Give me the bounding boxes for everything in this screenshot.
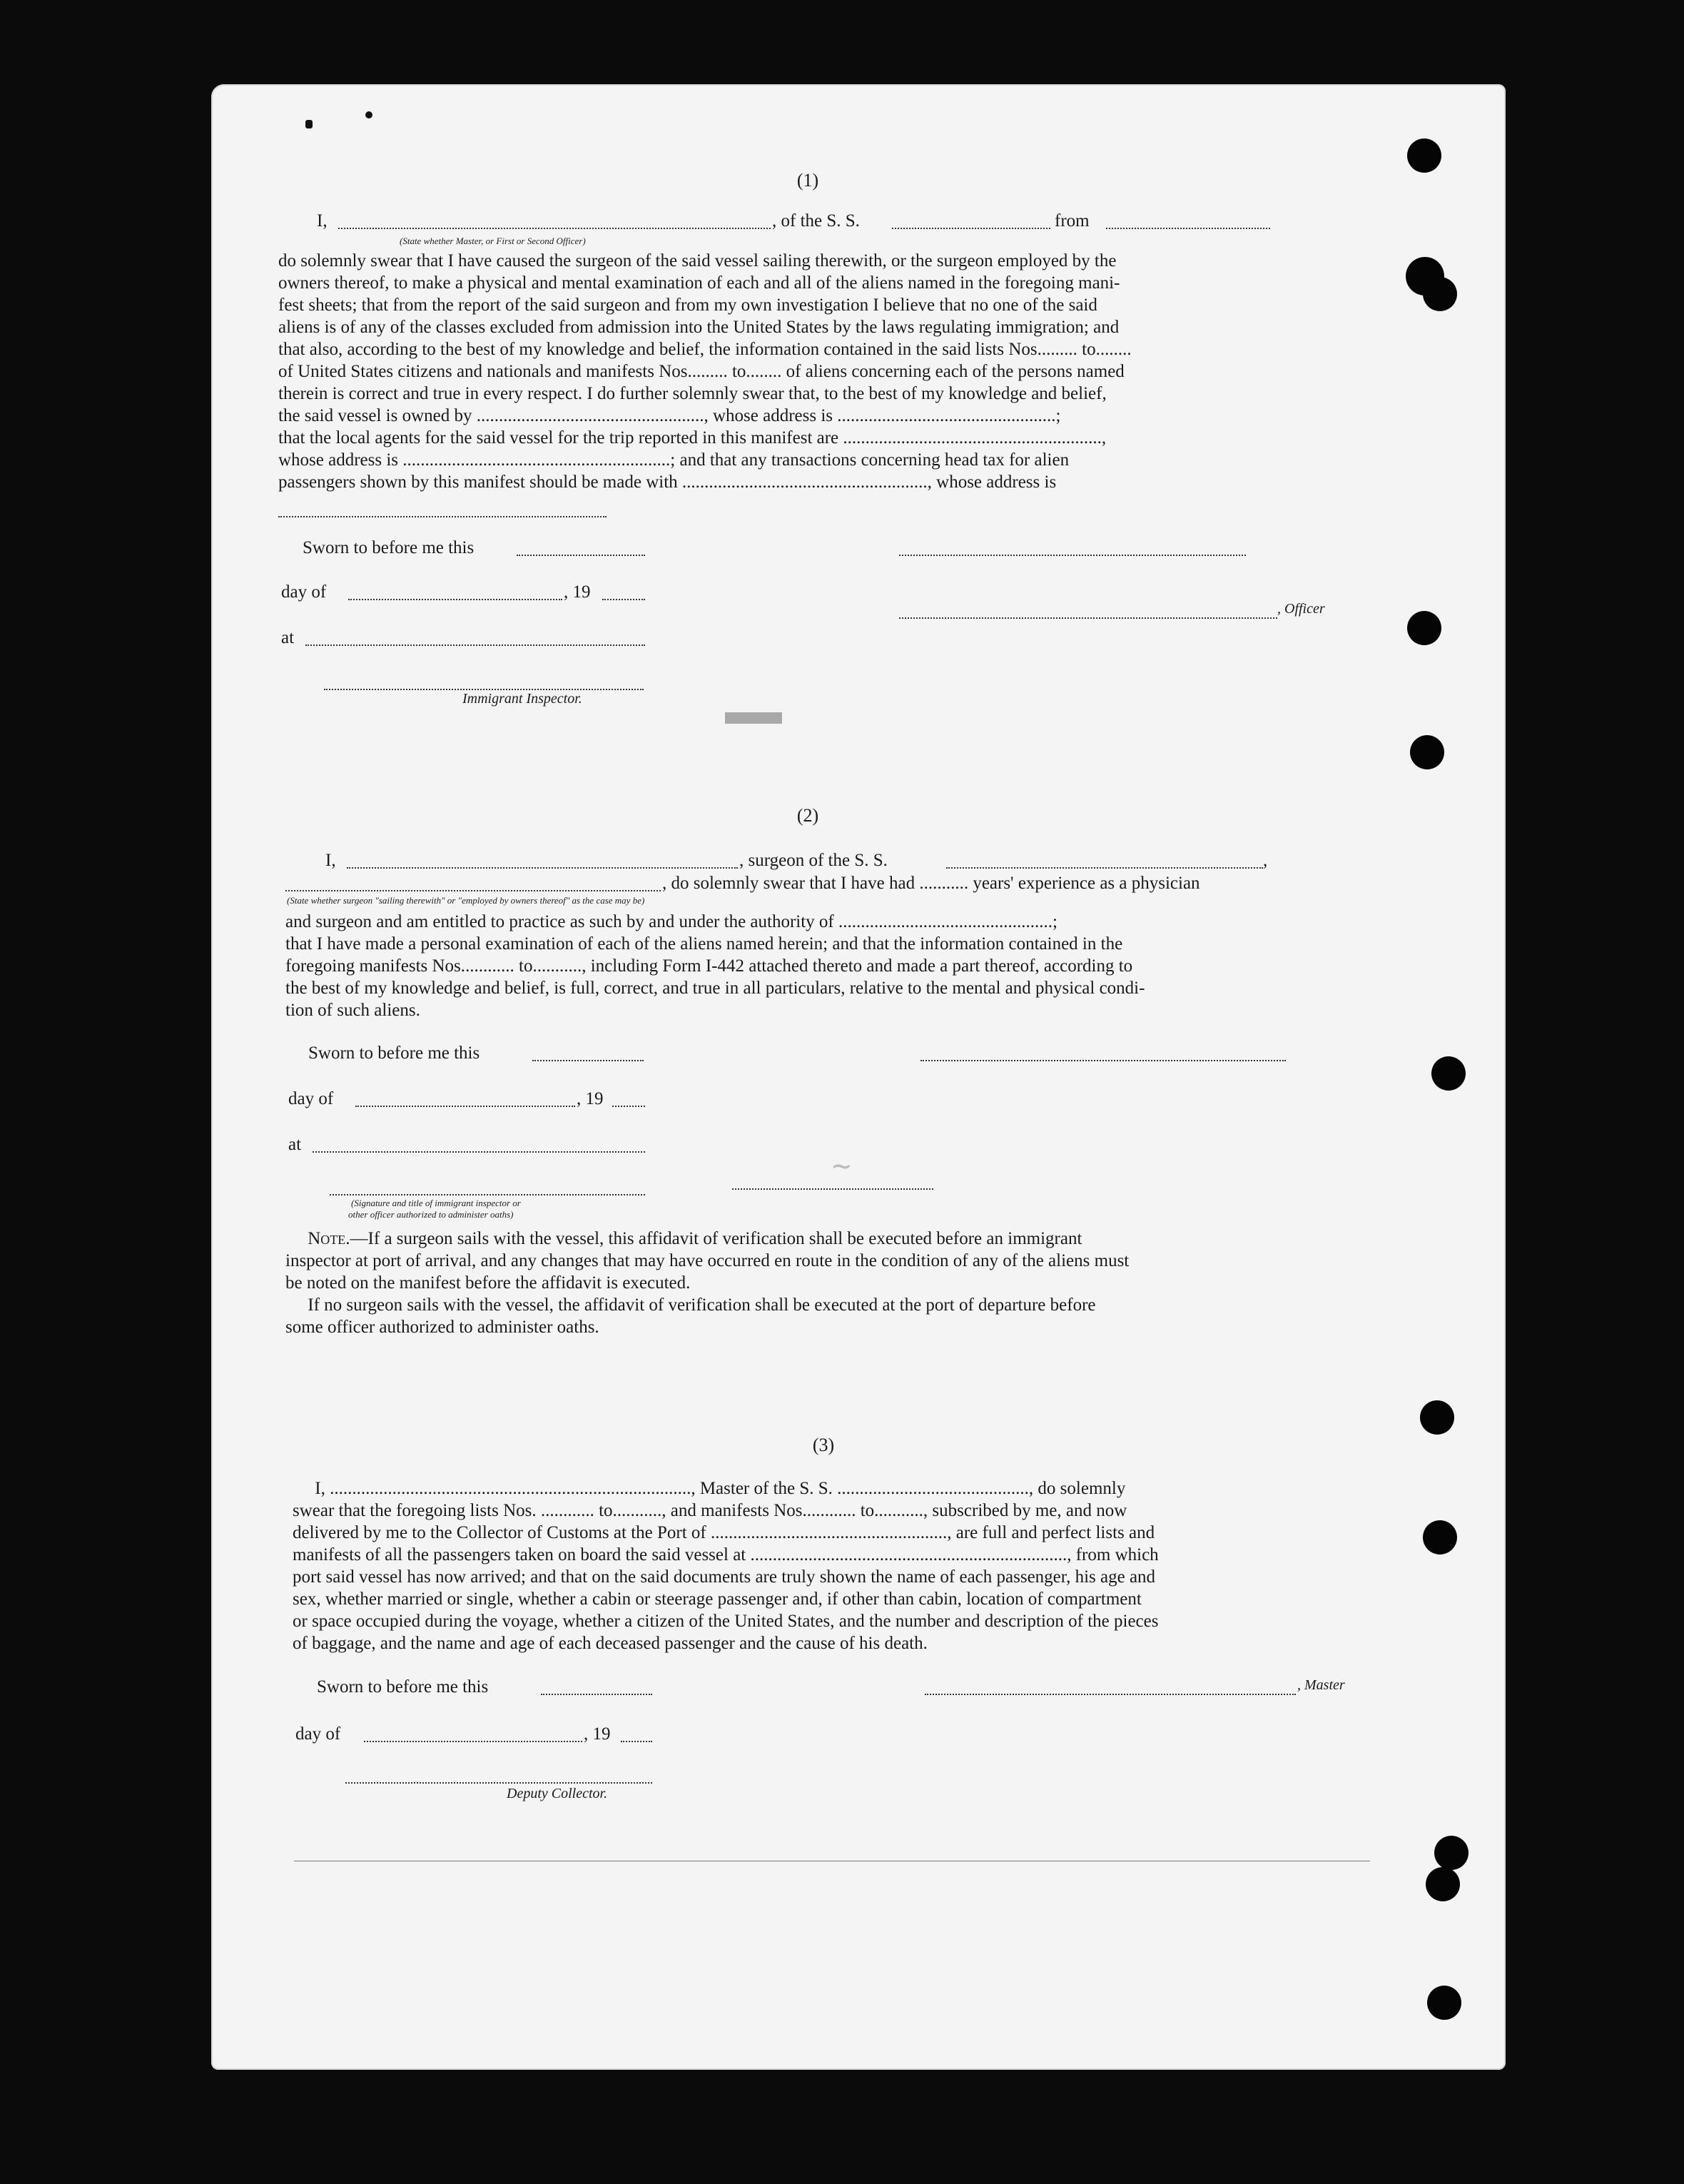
s2-oath-paragraph (285, 911, 1272, 1021)
note-line: some officer authorized to administer oaths. (285, 1318, 599, 1337)
s1-year-label: , 19 (564, 582, 591, 602)
s2-comma: , (1263, 851, 1268, 870)
s1-ship-blank (892, 227, 1050, 229)
binder-hole (1423, 277, 1457, 311)
binder-hole (1427, 1986, 1461, 2020)
note-paragraph (285, 1228, 1274, 1338)
binder-hole (1423, 1520, 1457, 1554)
note-line: be noted on the manifest before the affidavit is executed. (285, 1273, 691, 1293)
binder-hole (1410, 735, 1444, 769)
s3-collector-sign-line (345, 1781, 652, 1784)
s2-name-blank (347, 866, 738, 869)
note-text: —If a surgeon sails with the vessel, this affidavit of verification shall be executed before an immigrant (350, 1229, 1082, 1248)
s2-status-blank (285, 889, 661, 891)
section-2-number: (2) (796, 805, 819, 826)
s1-at-label: at (281, 628, 295, 647)
s1-line: the said vessel is owned by ..................................................., whose address is .................................................; (278, 406, 1061, 425)
s1-line: owners thereof, to make a physical and mental examination of each and all of the aliens named in the foregoing mani- (278, 273, 1120, 293)
s1-line: therein is correct and true in every respect. I do further solemnly swear that, to the best of my knowledge and belief, (278, 384, 1107, 403)
footer-rule (294, 1860, 1370, 1861)
s1-rank-blank (338, 227, 771, 229)
s2-officer-sign-line (330, 1193, 645, 1195)
s1-sworn-blank (517, 554, 645, 556)
s1-officer-sign-line (899, 617, 1277, 619)
s2-sig-note-2: other officer authorized to administer oaths) (348, 1209, 514, 1220)
document-page (211, 84, 1506, 2070)
s1-day-blank (348, 598, 562, 600)
note-line: inspector at port of arrival, and any changes that may have occurred en route in the condition of any of the aliens must (285, 1251, 1130, 1270)
s1-from-label: from (1055, 211, 1090, 231)
ink-speck (365, 111, 372, 118)
s2-day-blank (355, 1105, 575, 1107)
bleed-through-stamp: ~ (832, 1148, 851, 1184)
s1-officer-top-blank (899, 554, 1246, 556)
s1-line: passengers shown by this manifest should be made with ......................................................., whose address is (278, 472, 1057, 492)
note-line (285, 1228, 1274, 1250)
s1-at-blank (305, 644, 645, 646)
s2-year-blank (612, 1105, 645, 1107)
s2-line: tion of such aliens. (285, 1001, 420, 1020)
s2-status-note: (State whether surgeon "sailing therewith" or "employed by owners thereof" as the case may be) (287, 895, 645, 906)
s1-year-blank (602, 598, 645, 600)
s2-at-blank (313, 1151, 645, 1153)
s3-line-text: I, ................................................................................., Master of the S. S. ..........................................., do solemnly (315, 1479, 1126, 1498)
s3-master-sign-line (925, 1693, 1296, 1695)
s2-surgeon-label: , surgeon of the S. S. (739, 851, 888, 870)
s3-line: delivered by me to the Collector of Customs at the Port of ....................................................., are full and perfect lists and (293, 1523, 1155, 1542)
s1-line: aliens is of any of the classes excluded from admission into the United States by the laws regulating immigration; and (278, 318, 1120, 337)
s1-line: of United States citizens and nationals and manifests Nos......... to........ of aliens concerning each of the persons named (278, 362, 1125, 381)
s1-day-label: day of (281, 582, 327, 602)
s3-collector-label: Deputy Collector. (507, 1786, 608, 1801)
s3-day-blank (364, 1740, 582, 1742)
s3-sworn-blank (541, 1693, 652, 1695)
s1-i-label: I, (317, 211, 328, 231)
section-1-number: (1) (796, 170, 819, 191)
s2-stamp-dots (732, 1188, 933, 1190)
s3-oath-paragraph (293, 1477, 1282, 1654)
bleed-through-text (696, 527, 1055, 545)
s1-from-blank (1106, 227, 1270, 229)
binder-hole (1434, 1836, 1469, 1870)
s1-line: fest sheets; that from the report of the said surgeon and from my own investigation I believe that no one of the said (278, 295, 1097, 315)
s3-line: of baggage, and the name and age of each deceased passenger and the cause of his death. (293, 1634, 928, 1653)
scan-smudge (725, 712, 782, 724)
s2-line: that I have made a personal examination of each of the aliens named herein; and that the information contained in the (285, 934, 1123, 954)
s1-line: that also, according to the best of my knowledge and belief, the information contained in the said lists Nos......... to........ (278, 340, 1132, 359)
binder-hole (1420, 1400, 1454, 1435)
section-3-number: (3) (812, 1435, 835, 1455)
s2-day-label: day of (288, 1089, 334, 1108)
s2-sworn-blank (532, 1059, 644, 1061)
s3-line: or space occupied during the voyage, whether a citizen of the United States, and the number and description of the pieces (293, 1612, 1159, 1631)
s2-sworn-label: Sworn to before me this (308, 1043, 480, 1063)
s3-day-label: day of (295, 1724, 341, 1744)
s1-line: whose address is ............................................................; and that any transactions concerning head tax for alien (278, 450, 1070, 470)
s3-line: manifests of all the passengers taken on board the said vessel at ......................................................................., from which (293, 1545, 1159, 1564)
s2-at-label: at (288, 1135, 302, 1154)
note-2-text: If no surgeon sails with the vessel, the affidavit of verification shall be executed at the port of departure before (308, 1295, 1096, 1315)
s2-ship-blank (946, 866, 1263, 869)
s3-line: swear that the foregoing lists Nos. ............ to..........., and manifests Nos............ to..........., subscribed by me, and now (293, 1501, 1127, 1520)
s3-line: port said vessel has now arrived; and that on the said documents are truly shown the name of each passenger, his age and (293, 1567, 1156, 1587)
s1-inspector-sign-line (324, 688, 644, 690)
binder-hole (1431, 1056, 1466, 1091)
s1-rank-note: (State whether Master, or First or Second Officer) (400, 236, 586, 246)
s3-year-blank (621, 1740, 652, 1742)
s2-i-label: I, (325, 851, 336, 870)
s2-swear-text: , do solemnly swear that I have had ........... years' experience as a physician (662, 874, 1200, 893)
ink-speck (305, 120, 313, 128)
s1-inspector-label: Immigrant Inspector. (462, 691, 582, 707)
s3-sworn-label: Sworn to before me this (317, 1677, 489, 1697)
s1-oath-paragraph (278, 250, 1277, 493)
binder-hole (1426, 1867, 1460, 1901)
s2-sig-note-1: (Signature and title of immigrant inspector or (351, 1198, 521, 1208)
s2-line: foregoing manifests Nos............ to..........., including Form I-442 attached thereto and made a part thereof, according to (285, 956, 1133, 976)
note-label: Note. (308, 1229, 350, 1248)
s2-line: and surgeon and am entitled to practice as such by and under the authority of ................................................; (285, 912, 1057, 931)
s1-officer-label: , Officer (1277, 601, 1325, 617)
bleed-through-footer (1010, 2001, 1020, 2019)
note-line (285, 1294, 1274, 1316)
s2-surgeon-sign-line (920, 1059, 1286, 1061)
s2-line: the best of my knowledge and belief, is full, correct, and true in all particulars, relative to the mental and physical condi- (285, 979, 1145, 998)
s1-line: that the local agents for the said vessel for the trip reported in this manifest are .........................................................., (278, 428, 1107, 448)
s1-sworn-label: Sworn to before me this (303, 538, 475, 557)
binder-hole (1407, 611, 1441, 645)
s2-year-label: , 19 (577, 1089, 604, 1108)
binder-hole (1407, 138, 1441, 173)
s3-line (293, 1477, 1282, 1500)
s3-master-label: , Master (1297, 1677, 1345, 1693)
s3-line: sex, whether married or single, whether a cabin or steerage passenger and, if other than cabin, location of compartment (293, 1589, 1142, 1609)
s1-address-blank (278, 515, 607, 517)
s3-year-label: , 19 (584, 1724, 611, 1744)
s1-line: do solemnly swear that I have caused the surgeon of the said vessel sailing therewith, or the surgeon employed by the (278, 251, 1117, 271)
s1-of-ss-label: , of the S. S. (772, 211, 860, 231)
